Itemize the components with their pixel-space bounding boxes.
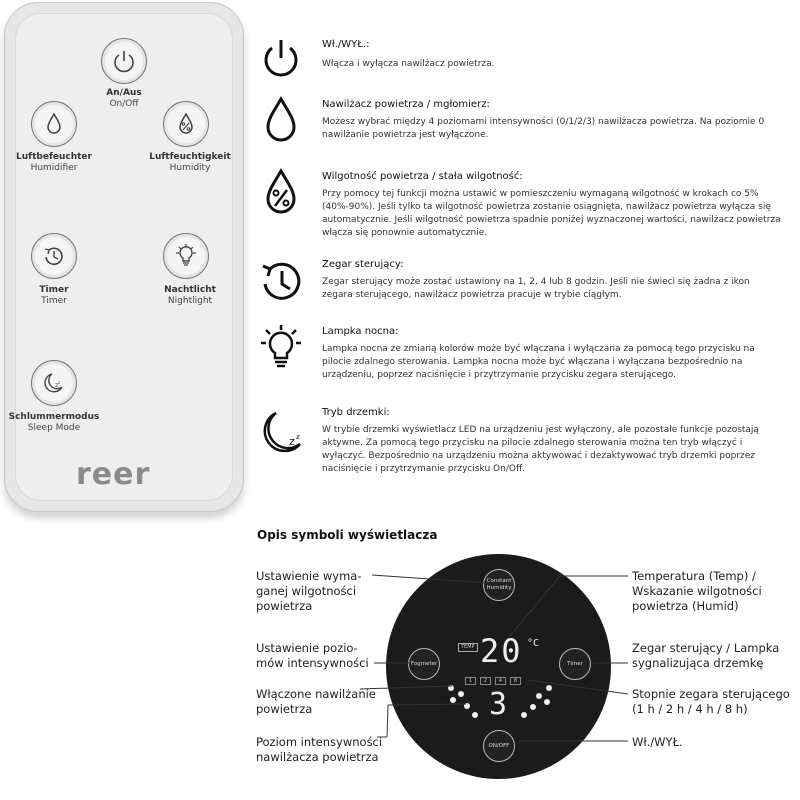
fogmeter-button[interactable]: Fogmeter bbox=[408, 648, 440, 680]
power-icon bbox=[110, 47, 138, 75]
bulb-icon bbox=[172, 242, 200, 270]
callout-temp-humid: Temperatura (Temp) / Wskazanie wilgotności powietrza (Humid) bbox=[632, 569, 762, 613]
constant-humidity-button[interactable]: Constant Humidity bbox=[483, 569, 515, 601]
svg-text:z: z bbox=[296, 433, 300, 441]
item-humidifier bbox=[256, 96, 786, 156]
callout-intensity-level: Poziom intensywności nawilżacza powietrza bbox=[256, 735, 383, 764]
power-icon bbox=[256, 34, 306, 84]
display-panel bbox=[386, 554, 611, 779]
remote-onoff-label: An/Aus On/Off bbox=[106, 88, 142, 109]
remote-sleep-button[interactable] bbox=[31, 360, 77, 406]
callout-timer-steps: Stopnie zegara sterującego (1 h / 2 h / 4 h / 8 h) bbox=[632, 687, 790, 716]
svg-text:z: z bbox=[58, 380, 61, 385]
item-title: Tryb drzemki: bbox=[322, 407, 390, 418]
temp-unit: °C bbox=[527, 638, 540, 649]
left-dot bbox=[472, 712, 478, 718]
timer-icon bbox=[256, 256, 306, 306]
item-nightlight bbox=[256, 323, 786, 395]
item-text: Lampka nocna ze zmianą kolorów może być włączana i wyłączana za pomocą tego przycisku na pilocie zdalnego sterowania. Lampka nocna może być włączana i wyłączana bezpośrednio na urządzeniu, poprzez naciśnięcie i przytrzymanie przycisku zegara sterującego. bbox=[322, 344, 755, 380]
item-title: Wł./WYŁ.: bbox=[322, 39, 370, 50]
item-sleep bbox=[256, 404, 786, 496]
callout-timer-sleep: Zegar sterujący / Lampka sygnalizująca drzemkę bbox=[632, 641, 780, 670]
item-timer bbox=[256, 256, 786, 316]
right-dot bbox=[530, 704, 536, 710]
reer-logo: reer bbox=[76, 457, 151, 492]
item-humidity bbox=[256, 168, 786, 248]
remote-humidifier-button[interactable] bbox=[31, 101, 77, 147]
remote-nightlight-label: Nachtlicht Nightlight bbox=[164, 285, 216, 306]
remote-sleep-label: Schlummermodus Sleep Mode bbox=[8, 412, 100, 433]
item-onoff bbox=[256, 34, 786, 86]
humidity-percent-icon bbox=[256, 168, 306, 218]
right-dot bbox=[521, 712, 527, 718]
level-value: 3 bbox=[489, 687, 508, 722]
remote-humidifier-label: Luftbefeuchter Humidifier bbox=[16, 152, 92, 173]
remote-onoff-button[interactable] bbox=[101, 38, 147, 84]
remote-timer-label: Timer Timer bbox=[39, 285, 69, 306]
svg-text:z: z bbox=[289, 435, 295, 448]
left-dot bbox=[450, 697, 456, 703]
callout-humidity-setting: Ustawienie wyma- ganej wilgotności powietrza bbox=[256, 569, 362, 613]
svg-text:z: z bbox=[55, 382, 59, 389]
temp-value: 20 bbox=[480, 632, 523, 670]
moon-icon bbox=[40, 369, 68, 397]
onoff-button[interactable]: ON/OFF bbox=[483, 730, 515, 762]
item-text: Możesz wybrać między 4 poziomami intensywności (0/1/2/3) nawilżacza powietrza. Na poziomie 0 nawilżanie powietrza jest wyłączone. bbox=[322, 117, 765, 140]
callout-intensity-setting: Ustawienie pozio- mów intensywności bbox=[256, 641, 369, 670]
timer-icon bbox=[40, 242, 68, 270]
drop-icon bbox=[256, 96, 306, 146]
left-dot bbox=[464, 703, 470, 709]
remote-humidity-label: Luftfeuchtigkeit Humidity bbox=[149, 152, 231, 173]
drop-icon bbox=[40, 110, 68, 138]
right-dot bbox=[546, 685, 552, 691]
timer-button[interactable]: Timer bbox=[559, 648, 591, 680]
callout-humidification-on: Włączone nawilżanie powietrza bbox=[256, 687, 376, 716]
remote-nightlight-button[interactable] bbox=[163, 233, 209, 279]
left-dot bbox=[448, 685, 454, 691]
item-title: Zegar sterujący: bbox=[322, 259, 404, 270]
timer-box-2: 2 bbox=[480, 677, 491, 685]
remote-humidity-button[interactable] bbox=[163, 101, 209, 147]
timer-box-4: 4 bbox=[495, 677, 506, 685]
right-dot bbox=[536, 693, 542, 699]
item-title: Wilgotność powietrza / stała wilgotność: bbox=[322, 171, 523, 182]
left-dot bbox=[458, 691, 464, 697]
bulb-icon bbox=[256, 323, 306, 373]
item-text: W trybie drzemki wyświetlacz LED na urządzeniu jest wyłączony, ale pozostałe funkcje pozostają aktywne. Za pomocą tego przycisku na pilocie zdalnego sterowania można ten tryb włączyć i wyłączyć. Bezpośrednio na urządzeniu można aktywować i dezaktywować tryb drzemki poprzez naciśnięcie i przytrzymanie przycisku On/Off. bbox=[322, 425, 759, 474]
temp-tag: TEMP bbox=[458, 643, 478, 652]
timer-box-1: 1 bbox=[465, 677, 476, 685]
humidity-percent-icon bbox=[172, 110, 200, 138]
timer-box-8: 8 bbox=[510, 677, 521, 685]
moon-icon bbox=[256, 408, 306, 458]
item-title: Nawilżacz powietrza / mgłomierz: bbox=[322, 99, 490, 110]
remote-timer-button[interactable] bbox=[31, 233, 77, 279]
callout-onoff: Wł./WYŁ. bbox=[632, 735, 683, 749]
item-text: Włącza i wyłącza nawilżacz powietrza. bbox=[322, 59, 495, 69]
item-text: Przy pomocy tej funkcji można ustawić w pomieszczeniu wymaganą wilgotność w krokach co 5% (40%-90%). Jeśli tylko ta wilgotność powietrza zostanie osiągnięta, nawilżacz powietrza wyłącza się automatycznie. Jeśli wilgotność powietrza spadnie poniżej wyznaczonej wartości, nawilżacz powietrza włącza się ponownie automatycznie. bbox=[322, 189, 781, 238]
item-title: Lampka nocna: bbox=[322, 326, 399, 337]
right-dot bbox=[544, 699, 550, 705]
item-text: Zegar sterujący może zostać ustawiony na 1, 2, 4 lub 8 godzin. Jeśli nie świeci się żadna z ikon zegara sterującego, nawilżacz powietrza pracuje w trybie ciągłym. bbox=[322, 277, 750, 300]
section-title: Opis symboli wyświetlacza bbox=[257, 528, 438, 542]
